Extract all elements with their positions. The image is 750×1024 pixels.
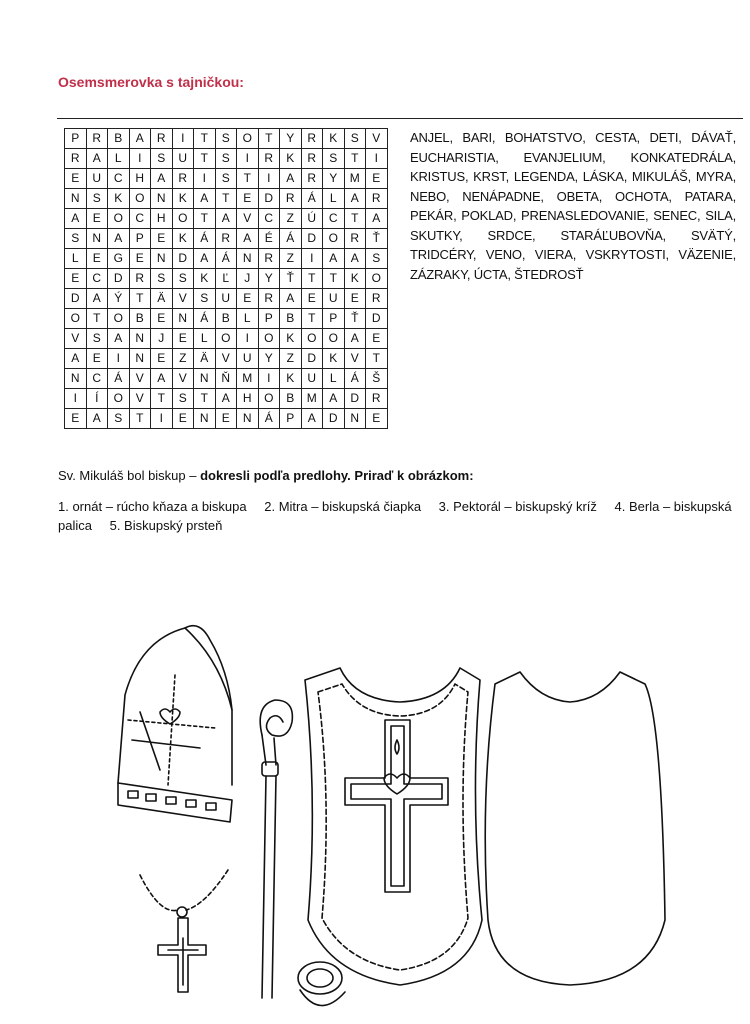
instruction-plain: Sv. Mikuláš bol biskup – [58,468,201,483]
grid-cell: Á [280,229,302,249]
grid-cell: T [194,389,216,409]
grid-cell: V [65,329,87,349]
grid-row [65,249,388,269]
grid-cell: O [258,389,280,409]
grid-cell: Y [258,349,280,369]
grid-cell: P [280,409,302,429]
grid-cell: Á [194,229,216,249]
grid-cell: D [65,289,87,309]
grid-cell: A [344,249,366,269]
grid-cell: R [301,149,323,169]
grid-cell: B [215,309,237,329]
grid-row [65,149,388,169]
grid-cell: Y [280,129,302,149]
grid-cell: Ä [194,349,216,369]
grid-cell: C [258,209,280,229]
grid-cell: S [366,249,388,269]
grid-cell: D [172,249,194,269]
grid-cell: T [301,269,323,289]
grid-cell: N [129,349,151,369]
grid-cell: Ň [215,369,237,389]
grid-row [65,169,388,189]
grid-cell: Í [86,389,108,409]
word-search-grid [64,128,388,429]
ring-drawing [298,962,345,1006]
grid-cell: T [151,389,173,409]
grid-cell: Š [366,369,388,389]
grid-cell: T [129,409,151,429]
grid-cell: E [65,409,87,429]
grid-cell: T [237,169,259,189]
chasuble-drawing [305,668,482,985]
grid-cell: P [258,309,280,329]
grid-cell: T [366,349,388,369]
grid-cell: E [172,409,194,429]
grid-cell: B [280,389,302,409]
grid-cell: M [301,389,323,409]
grid-cell: T [344,149,366,169]
grid-cell: K [323,129,345,149]
grid-cell: O [108,389,130,409]
item-prsten: 5. Biskupský prsteň [109,518,223,533]
grid-cell: S [215,149,237,169]
grid-cell: Ä [151,289,173,309]
grid-cell: A [215,209,237,229]
grid-cell: E [151,349,173,369]
grid-cell: O [301,329,323,349]
grid-cell: O [215,329,237,349]
grid-cell: E [366,409,388,429]
grid-cell: I [151,409,173,429]
grid-cell: I [237,329,259,349]
grid-row [65,229,388,249]
grid-cell: S [108,409,130,429]
grid-cell: T [86,309,108,329]
grid-cell: A [344,189,366,209]
grid-cell: V [366,129,388,149]
grid-cell: L [323,369,345,389]
grid-cell: M [237,369,259,389]
grid-cell: Á [215,249,237,269]
grid-cell: U [323,289,345,309]
grid-cell: U [301,369,323,389]
grid-cell: D [108,269,130,289]
grid-cell: A [86,149,108,169]
grid-cell: O [65,309,87,329]
grid-cell: S [151,149,173,169]
grid-row [65,189,388,209]
grid-cell: R [301,169,323,189]
mitre-drawing [118,626,232,822]
coloring-drawing [0,600,750,1024]
grid-cell: T [194,129,216,149]
grid-cell: A [215,389,237,409]
instruction-bold: dokresli podľa predlohy. Priraď k obrázkom: [200,468,474,483]
grid-cell: A [151,169,173,189]
grid-cell: K [280,369,302,389]
grid-cell: K [280,329,302,349]
grid-cell: E [366,329,388,349]
grid-cell: R [344,229,366,249]
grid-cell: I [258,169,280,189]
grid-row [65,369,388,389]
grid-cell: Ť [344,309,366,329]
grid-cell: S [344,129,366,149]
grid-cell: J [151,329,173,349]
grid-cell: Y [258,269,280,289]
grid-cell: O [129,189,151,209]
grid-cell: E [366,169,388,189]
grid-cell: Z [280,349,302,369]
grid-cell: V [344,349,366,369]
item-pektoral: 3. Pektorál – biskupský kríž [438,499,597,514]
grid-cell: S [86,329,108,349]
grid-cell: K [194,269,216,289]
grid-cell: T [301,309,323,329]
grid-cell: R [280,189,302,209]
grid-cell: B [129,309,151,329]
grid-cell: S [215,169,237,189]
grid-cell: O [323,229,345,249]
grid-cell: A [323,249,345,269]
grid-cell: R [258,249,280,269]
grid-cell: N [344,409,366,429]
grid-cell: L [323,189,345,209]
grid-cell: D [323,409,345,429]
grid-cell: Ť [366,229,388,249]
grid-cell: M [344,169,366,189]
title-rule [57,118,743,119]
grid-cell: T [323,269,345,289]
grid-row [65,349,388,369]
grid-cell: N [65,189,87,209]
grid-row [65,329,388,349]
grid-cell: K [172,189,194,209]
grid-cell: Z [172,349,194,369]
instruction-text [58,468,474,483]
grid-cell: E [86,349,108,369]
grid-cell: Á [344,369,366,389]
grid-cell: I [108,349,130,369]
grid-cell: N [151,249,173,269]
grid-cell: A [280,169,302,189]
grid-cell: A [86,289,108,309]
grid-cell: U [237,349,259,369]
grid-cell: I [172,129,194,149]
grid-cell: G [108,249,130,269]
grid-cell: I [366,149,388,169]
grid-cell: E [86,249,108,269]
grid-cell: O [108,209,130,229]
grid-cell: T [129,289,151,309]
grid-cell: A [301,409,323,429]
grid-cell: N [237,249,259,269]
grid-cell: A [129,129,151,149]
grid-cell: E [151,229,173,249]
word-list: ANJEL, BARI, BOHATSTVO, CESTA, DETI, DÁVAŤ, EUCHARISTIA, EVANJELIUM, KONKATEDRÁLA, KRISTUS, KRST, LEGENDA, LÁSKA, MIKULÁŠ, MYRA, NEBO, NENÁPADNE, OBETA, OCHOTA, PATARA, PEKÁR, POKLAD, PRENASLEDOVANIE, SENEC, SILA, SKUTKY, SRDCE, STARÁĽUBOVŇA, SVÄTÝ, TRIDCÉRY, VENO, VIERA, VSKRYTOSTI, VÄZENIE, ZÁZRAKY, ÚCTA, ŠTEDROSŤ [410,130,736,282]
grid-cell: É [258,229,280,249]
grid-cell: E [215,409,237,429]
grid-cell: B [280,309,302,329]
grid-cell: E [344,289,366,309]
grid-cell: K [323,349,345,369]
grid-cell: Á [301,189,323,209]
grid-cell: B [108,129,130,149]
grid-cell: L [108,149,130,169]
grid-cell: N [86,229,108,249]
grid-cell: E [237,289,259,309]
grid-cell: A [344,329,366,349]
grid-cell: K [280,149,302,169]
grid-cell: A [86,409,108,429]
grid-cell: D [366,309,388,329]
grid-cell: O [172,209,194,229]
grid-cell: O [323,329,345,349]
grid-cell: S [86,189,108,209]
pectoral-cross-drawing [140,870,228,992]
grid-cell: R [366,389,388,409]
grid-cell: V [172,289,194,309]
grid-cell: C [129,209,151,229]
grid-cell: Z [280,249,302,269]
grid-row [65,409,388,429]
grid-cell: S [65,229,87,249]
grid-row [65,389,388,409]
page-title: Osemsmerovka s tajničkou: [58,74,244,90]
grid-cell: A [194,249,216,269]
grid-cell: Á [108,369,130,389]
grid-cell: E [86,209,108,229]
grid-cell: O [258,329,280,349]
grid-cell: T [215,189,237,209]
grid-cell: R [258,149,280,169]
grid-row [65,129,388,149]
grid-cell: Y [323,169,345,189]
grid-cell: V [129,369,151,389]
grid-row [65,209,388,229]
grid-cell: J [237,269,259,289]
grid-cell: S [151,269,173,289]
grid-cell: I [258,369,280,389]
grid-cell: P [323,309,345,329]
grid-cell: I [129,149,151,169]
grid-cell: O [366,269,388,289]
grid-cell: N [65,369,87,389]
grid-cell: Z [280,209,302,229]
grid-cell: T [258,129,280,149]
grid-cell: K [344,269,366,289]
grid-cell: I [237,149,259,169]
grid-cell: E [65,169,87,189]
grid-cell: H [151,209,173,229]
grid-cell: C [86,369,108,389]
item-list [58,497,738,535]
grid-cell: P [65,129,87,149]
grid-row [65,309,388,329]
chasuble-outline-drawing [485,672,665,985]
grid-cell: N [151,189,173,209]
grid-cell: O [237,129,259,149]
grid-cell: R [366,189,388,209]
grid-cell: A [65,349,87,369]
grid-cell: R [366,289,388,309]
grid-cell: Ý [108,289,130,309]
grid-cell: Ľ [215,269,237,289]
grid-cell: O [108,309,130,329]
grid-cell: T [194,149,216,169]
grid-cell: A [366,209,388,229]
item-ornat: 1. ornát – rúcho kňaza a biskupa [58,499,247,514]
grid-cell: A [108,229,130,249]
grid-cell: A [194,189,216,209]
grid-cell: R [172,169,194,189]
grid-cell: E [129,249,151,269]
grid-cell: U [215,289,237,309]
grid-cell: V [237,209,259,229]
grid-cell: K [108,189,130,209]
grid-cell: V [215,349,237,369]
grid-cell: R [65,149,87,169]
grid-cell: D [301,349,323,369]
grid-cell: Ú [301,209,323,229]
grid-cell: U [172,149,194,169]
grid-cell: I [194,169,216,189]
grid-cell: R [151,129,173,149]
grid-cell: Á [194,309,216,329]
grid-cell: E [172,329,194,349]
grid-cell: H [237,389,259,409]
grid-cell: E [237,189,259,209]
grid-cell: N [172,309,194,329]
grid-cell: R [86,129,108,149]
grid-cell: N [194,369,216,389]
grid-cell: V [172,369,194,389]
grid-cell: D [344,389,366,409]
grid-cell: S [172,389,194,409]
grid-cell: T [194,209,216,229]
grid-cell: S [323,149,345,169]
grid-cell: A [237,229,259,249]
grid-cell: C [323,209,345,229]
grid-row [65,289,388,309]
grid-cell: I [65,389,87,409]
grid-cell: A [151,369,173,389]
item-mitra: 2. Mitra – biskupská čiapka [264,499,422,514]
grid-cell: P [129,229,151,249]
grid-cell: Ť [280,269,302,289]
grid-cell: A [323,389,345,409]
grid-cell: R [258,289,280,309]
grid-cell: N [194,409,216,429]
grid-cell: L [65,249,87,269]
item-berla: 4. Berla – biskupská palica [58,499,732,533]
grid-cell: N [237,409,259,429]
grid-cell: L [194,329,216,349]
grid-cell: E [65,269,87,289]
grid-cell: E [301,289,323,309]
grid-cell: S [172,269,194,289]
grid-row [65,269,388,289]
grid-cell: U [86,169,108,189]
grid-cell: A [108,329,130,349]
grid-cell: K [172,229,194,249]
grid-cell: C [108,169,130,189]
grid-cell: A [280,289,302,309]
grid-cell: D [301,229,323,249]
grid-cell: A [65,209,87,229]
grid-cell: V [129,389,151,409]
grid-cell: H [129,169,151,189]
grid-cell: R [129,269,151,289]
grid-cell: S [215,129,237,149]
grid-cell: Á [258,409,280,429]
crozier-drawing [260,700,292,998]
grid-cell: C [86,269,108,289]
grid-cell: S [194,289,216,309]
grid-cell: R [215,229,237,249]
grid-cell: N [129,329,151,349]
grid-cell: L [237,309,259,329]
grid-cell: D [258,189,280,209]
grid-cell: R [301,129,323,149]
grid-cell: I [301,249,323,269]
grid-cell: T [344,209,366,229]
grid-cell: E [151,309,173,329]
